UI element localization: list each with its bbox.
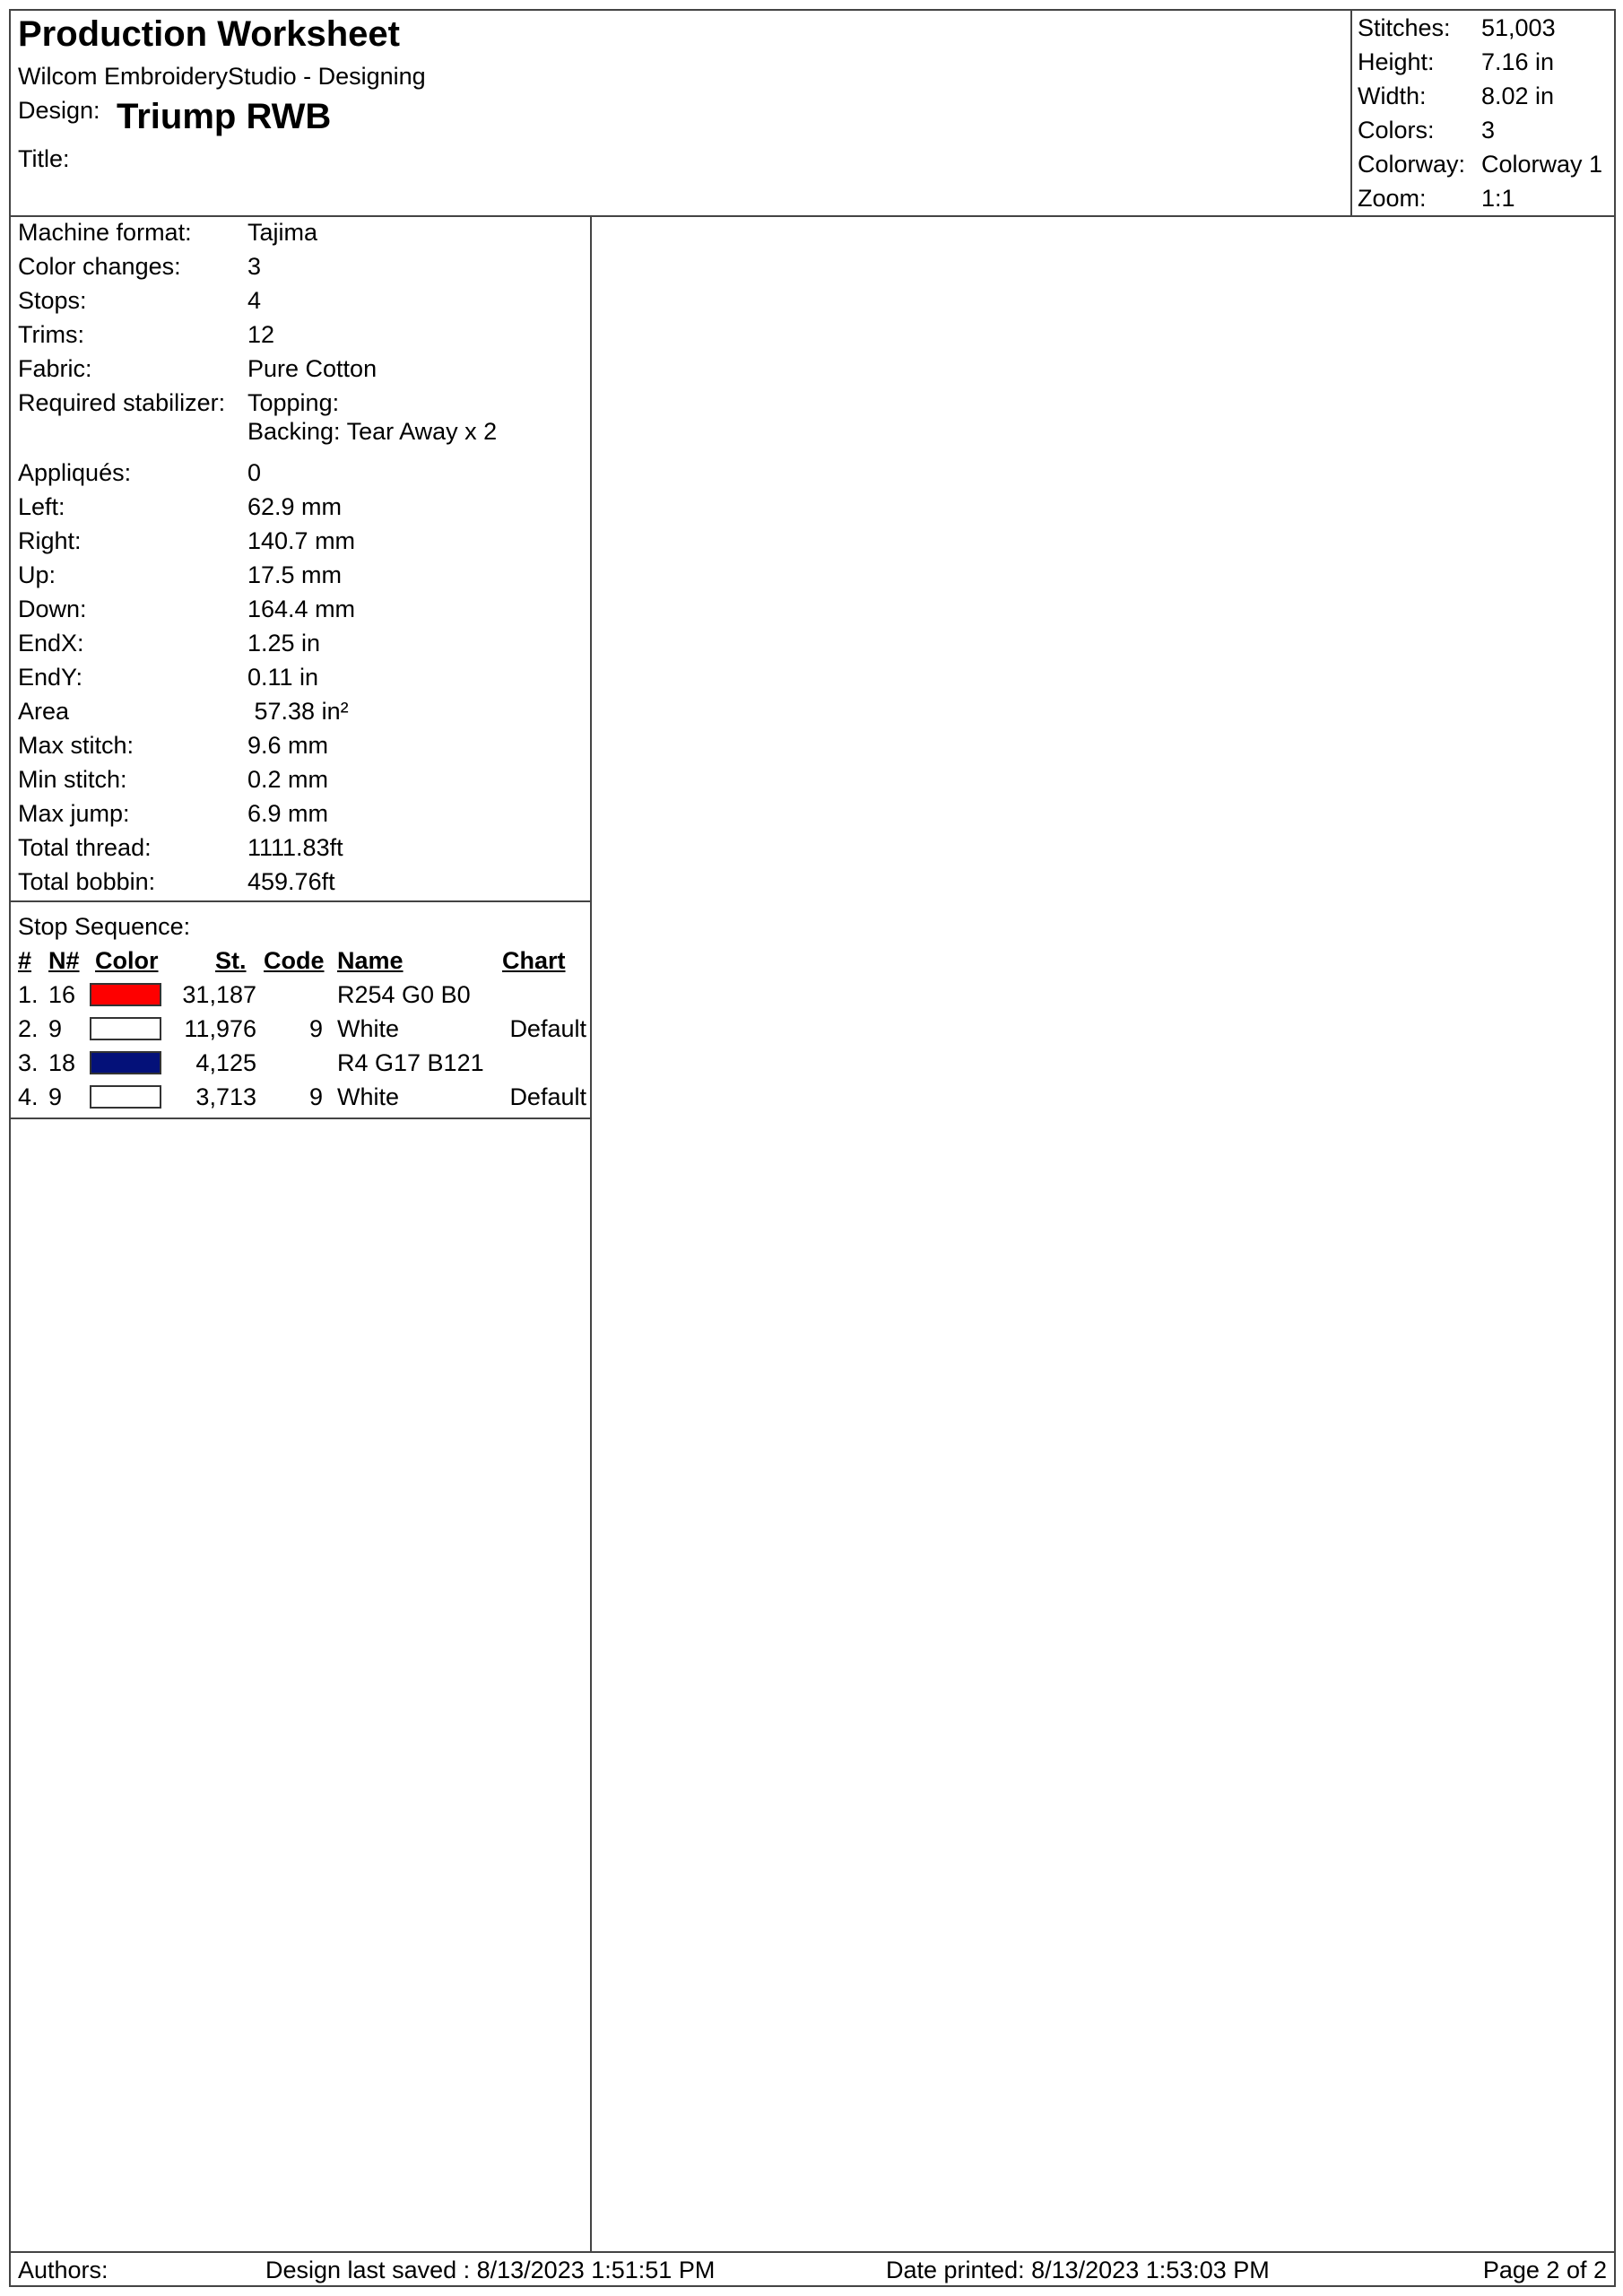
footer-last-saved: Design last saved : 8/13/2023 1:51:51 PM <box>265 2257 716 2283</box>
col-header-num: # <box>18 947 32 974</box>
row-chart: Default <box>509 1015 586 1042</box>
info-value: 6.9 mm <box>247 800 329 827</box>
stat-colorway <box>1358 151 1602 178</box>
stat-value: 3 <box>1481 117 1496 144</box>
row-needle: 9 <box>48 1015 63 1042</box>
info-label: Max jump: <box>18 800 130 827</box>
info-value: 1111.83ft <box>247 834 343 861</box>
col-header-chart: Chart <box>502 947 566 974</box>
info-label: Up: <box>18 561 56 588</box>
info-value: 3 <box>247 253 262 280</box>
title-label: Title: <box>18 145 70 172</box>
color-swatch <box>90 1051 161 1074</box>
info-label: Trims: <box>18 321 84 348</box>
info-value: Pure Cotton <box>247 355 378 382</box>
color-swatch <box>90 1085 161 1109</box>
stat-value: 7.16 in <box>1481 48 1555 75</box>
info-label: Right: <box>18 527 82 554</box>
stat-label: Height: <box>1358 48 1435 75</box>
divider <box>11 1118 590 1119</box>
row-num: 3. <box>18 1049 39 1076</box>
col-header-code: Code <box>264 947 325 974</box>
info-label: Area <box>18 698 70 725</box>
row-stitches: 3,713 <box>195 1083 256 1110</box>
info-label: Total bobbin: <box>18 868 156 895</box>
row-name: R4 G17 B121 <box>337 1049 484 1076</box>
col-header-name: Name <box>337 947 404 974</box>
info-label: Stops: <box>18 287 87 314</box>
row-name: White <box>337 1083 400 1110</box>
worksheet-footer <box>11 2251 1614 2285</box>
row-stitches: 31,187 <box>182 981 256 1008</box>
info-label: Machine format: <box>18 219 192 246</box>
row-needle: 16 <box>48 981 76 1008</box>
page-title: Production Worksheet <box>18 14 400 54</box>
row-code: 9 <box>308 1015 323 1042</box>
row-code: 9 <box>308 1083 323 1110</box>
software-subtitle: Wilcom EmbroideryStudio - Designing <box>18 63 426 90</box>
design-label: Design: <box>18 97 100 124</box>
row-num: 4. <box>18 1083 39 1110</box>
info-label: Max stitch: <box>18 732 135 759</box>
worksheet-page <box>9 9 1616 2287</box>
info-value: 17.5 mm <box>247 561 343 588</box>
info-value: Topping: <box>247 389 340 416</box>
info-value: 459.76ft <box>247 868 335 895</box>
stop-sequence-title: Stop Sequence: <box>18 913 191 940</box>
stat-label: Width: <box>1358 83 1427 109</box>
info-value: 140.7 mm <box>247 527 356 554</box>
info-value: 0.2 mm <box>247 766 329 793</box>
info-value: 164.4 mm <box>247 596 356 622</box>
footer-printed: Date printed: 8/13/2023 1:53:03 PM <box>886 2257 1270 2283</box>
worksheet-header <box>11 11 1614 217</box>
color-swatch <box>90 983 161 1006</box>
stat-label: Colors: <box>1358 117 1435 144</box>
footer-page-number: Page 2 of 2 <box>1482 2257 1607 2283</box>
info-label: Required stabilizer: <box>18 389 226 416</box>
footer-authors: Authors: <box>18 2257 108 2283</box>
row-needle: 18 <box>48 1049 76 1076</box>
info-value: 12 <box>247 321 275 348</box>
stat-label: Colorway: <box>1358 151 1466 178</box>
info-label: EndX: <box>18 630 84 657</box>
info-label: Appliqués: <box>18 459 132 486</box>
info-value: 9.6 mm <box>247 732 329 759</box>
info-value: 0.11 in <box>247 664 319 691</box>
row-chart: Default <box>509 1083 586 1110</box>
info-label: Left: <box>18 493 65 520</box>
row-name: R254 G0 B0 <box>337 981 471 1008</box>
info-label: EndY: <box>18 664 83 691</box>
divider <box>11 900 590 902</box>
stat-colors <box>1358 117 1495 144</box>
stat-value: 1:1 <box>1481 185 1515 212</box>
info-value: 0 <box>247 459 262 486</box>
col-header-color: Color <box>95 947 159 974</box>
stat-height <box>1358 48 1554 76</box>
stat-stitches <box>1358 14 1556 42</box>
row-name: White <box>337 1015 400 1042</box>
stat-value: 51,003 <box>1481 14 1556 41</box>
row-num: 2. <box>18 1015 39 1042</box>
stat-value: Colorway 1 <box>1481 151 1603 178</box>
info-value: 1.25 in <box>247 630 321 657</box>
info-label: Min stitch: <box>18 766 127 793</box>
design-stats <box>1350 11 1614 215</box>
stat-label: Zoom: <box>1358 185 1427 212</box>
design-name: Triump RWB <box>117 97 332 136</box>
row-stitches: 11,976 <box>184 1015 256 1042</box>
design-info-panel <box>11 217 592 2251</box>
stat-zoom <box>1358 185 1515 213</box>
col-header-needle: N# <box>48 947 80 974</box>
stat-value: 8.02 in <box>1481 83 1555 109</box>
info-value: 57.38 in² <box>247 698 349 725</box>
row-needle: 9 <box>48 1083 63 1110</box>
color-swatch <box>90 1017 161 1040</box>
info-value: Tajima <box>247 219 318 246</box>
info-label: Down: <box>18 596 87 622</box>
info-value: 4 <box>247 287 262 314</box>
stat-label: Stitches: <box>1358 14 1451 41</box>
info-label: Fabric: <box>18 355 92 382</box>
info-value: 62.9 mm <box>247 493 343 520</box>
info-label: Total thread: <box>18 834 152 861</box>
stat-width <box>1358 83 1554 110</box>
row-num: 1. <box>18 981 39 1008</box>
info-value: Backing: Tear Away x 2 <box>247 418 498 445</box>
col-header-stitches: St. <box>215 947 247 974</box>
row-stitches: 4,125 <box>195 1049 256 1076</box>
info-label: Color changes: <box>18 253 181 280</box>
